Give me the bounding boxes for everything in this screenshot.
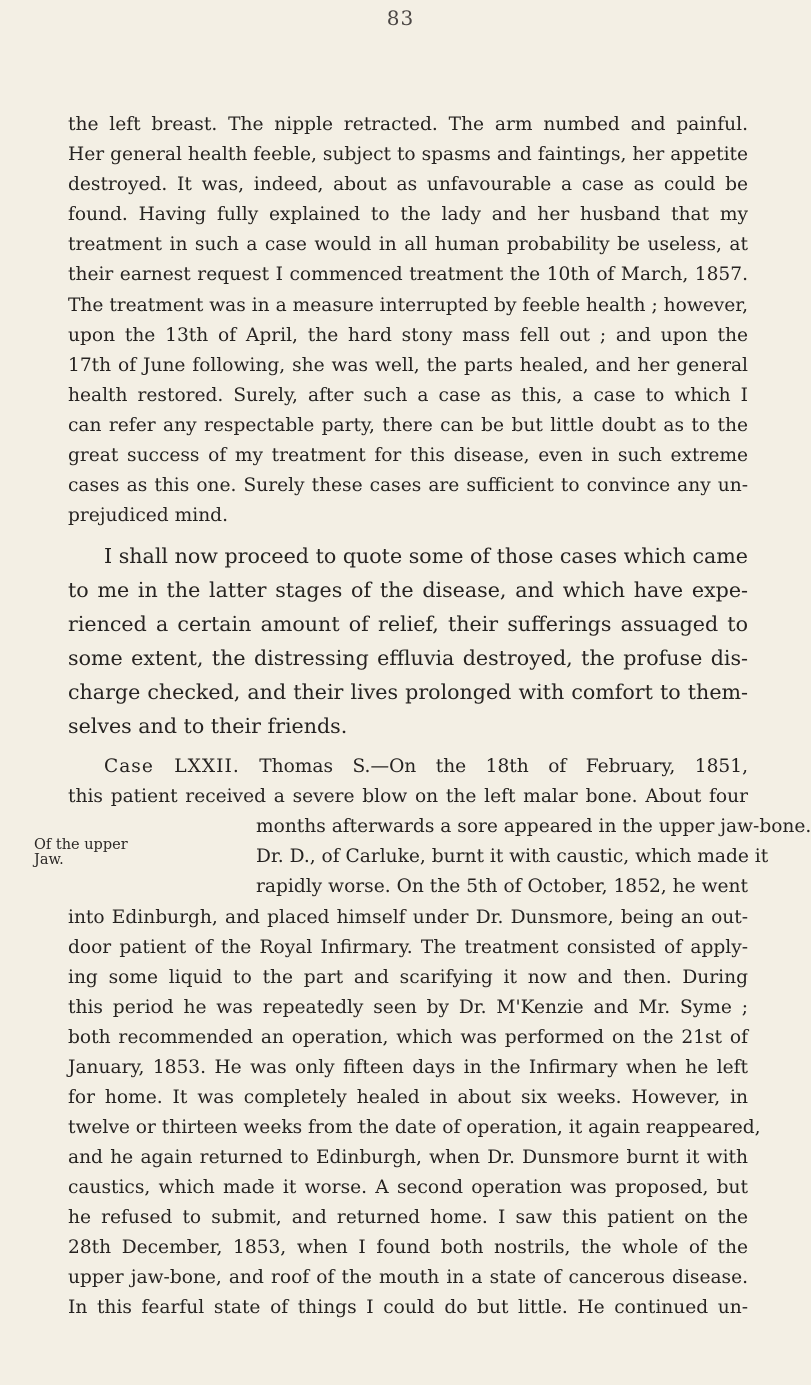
- text-line: the left breast. The nipple retracted. The arm numbed and painful.: [68, 114, 748, 135]
- text-line: door patient of the Royal Infirmary. The treatment consisted of apply-: [68, 937, 748, 958]
- text-line: ing some liquid to the part and scarifying it now and then. During: [68, 967, 748, 988]
- text-line: prejudiced mind.: [68, 505, 228, 526]
- page-number: 83: [386, 6, 415, 30]
- margin-note-line: Of the upper: [34, 837, 128, 853]
- text-line: to me in the latter stages of the disease, and which have expe-: [68, 578, 748, 602]
- text-line: selves and to their friends.: [68, 714, 348, 738]
- text-line: for home. It was completely healed in about six weeks. However, in: [68, 1087, 748, 1108]
- case-heading-text: Thomas S.—On the 18th of February, 1851,: [259, 756, 748, 777]
- case-heading: [104, 758, 748, 777]
- margin-note-line: Jaw.: [34, 852, 64, 868]
- text-line: and he again returned to Edinburgh, when Dr. Dunsmore burnt it with: [68, 1147, 748, 1168]
- text-line: treatment in such a case would in all human probability be useless, at: [68, 234, 748, 255]
- text-line: he refused to submit, and returned home. I saw this patient on the: [68, 1207, 748, 1228]
- text-line: upon the 13th of April, the hard stony mass fell out ; and upon the: [68, 325, 748, 346]
- text-line: into Edinburgh, and placed himself under Dr. Dunsmore, being an out-: [68, 907, 748, 928]
- text-line: charge checked, and their lives prolonged with comfort to them-: [68, 680, 748, 704]
- text-line: months afterwards a sore appeared in the upper jaw-bone.: [256, 816, 811, 837]
- text-line: this patient received a severe blow on the left malar bone. About four: [68, 786, 748, 807]
- text-line: their earnest request I commenced treatment the 10th of March, 1857.: [68, 264, 748, 285]
- margin-note: [34, 837, 128, 868]
- text-line: 17th of June following, she was well, the parts healed, and her general: [68, 355, 748, 376]
- text-line: upper jaw-bone, and roof of the mouth in a state of cancerous disease.: [68, 1267, 748, 1288]
- text-line: January, 1853. He was only fifteen days in the Infirmary when he left: [68, 1057, 748, 1078]
- text-line: great success of my treatment for this disease, even in such extreme: [68, 445, 748, 466]
- text-line: In this fearful state of things I could do but little. He continued un-: [68, 1297, 748, 1318]
- text-line: Dr. D., of Carluke, burnt it with caustic, which made it: [256, 846, 769, 867]
- text-line: cases as this one. Surely these cases are sufficient to convince any un-: [68, 475, 748, 496]
- text-line: health restored. Surely, after such a case as this, a case to which I: [68, 385, 748, 406]
- text-line: rapidly worse. On the 5th of October, 1852, he went: [256, 876, 748, 897]
- text-line: caustics, which made it worse. A second operation was proposed, but: [68, 1177, 748, 1198]
- text-line: I shall now proceed to quote some of those cases which came: [104, 544, 748, 568]
- text-line: some extent, the distressing effluvia destroyed, the profuse dis-: [68, 646, 748, 670]
- text-line: 28th December, 1853, when I found both nostrils, the whole of the: [68, 1237, 748, 1258]
- case-label: Case LXXII.: [104, 756, 240, 777]
- text-line: found. Having fully explained to the lady and her husband that my: [68, 204, 748, 225]
- text-line: Her general health feeble, subject to spasms and faintings, her appetite: [68, 144, 748, 165]
- text-line: destroyed. It was, indeed, about as unfavourable a case as could be: [68, 174, 748, 195]
- text-line: rienced a certain amount of relief, their sufferings assuaged to: [68, 612, 748, 636]
- text-line: this period he was repeatedly seen by Dr. M'Kenzie and Mr. Syme ;: [68, 997, 748, 1018]
- text-line: both recommended an operation, which was performed on the 21st of: [68, 1027, 748, 1048]
- text-line: The treatment was in a measure interrupted by feeble health ; however,: [68, 295, 748, 316]
- text-line: twelve or thirteen weeks from the date of operation, it again reappeared,: [68, 1117, 761, 1138]
- text-line: can refer any respectable party, there can be but little doubt as to the: [68, 415, 748, 436]
